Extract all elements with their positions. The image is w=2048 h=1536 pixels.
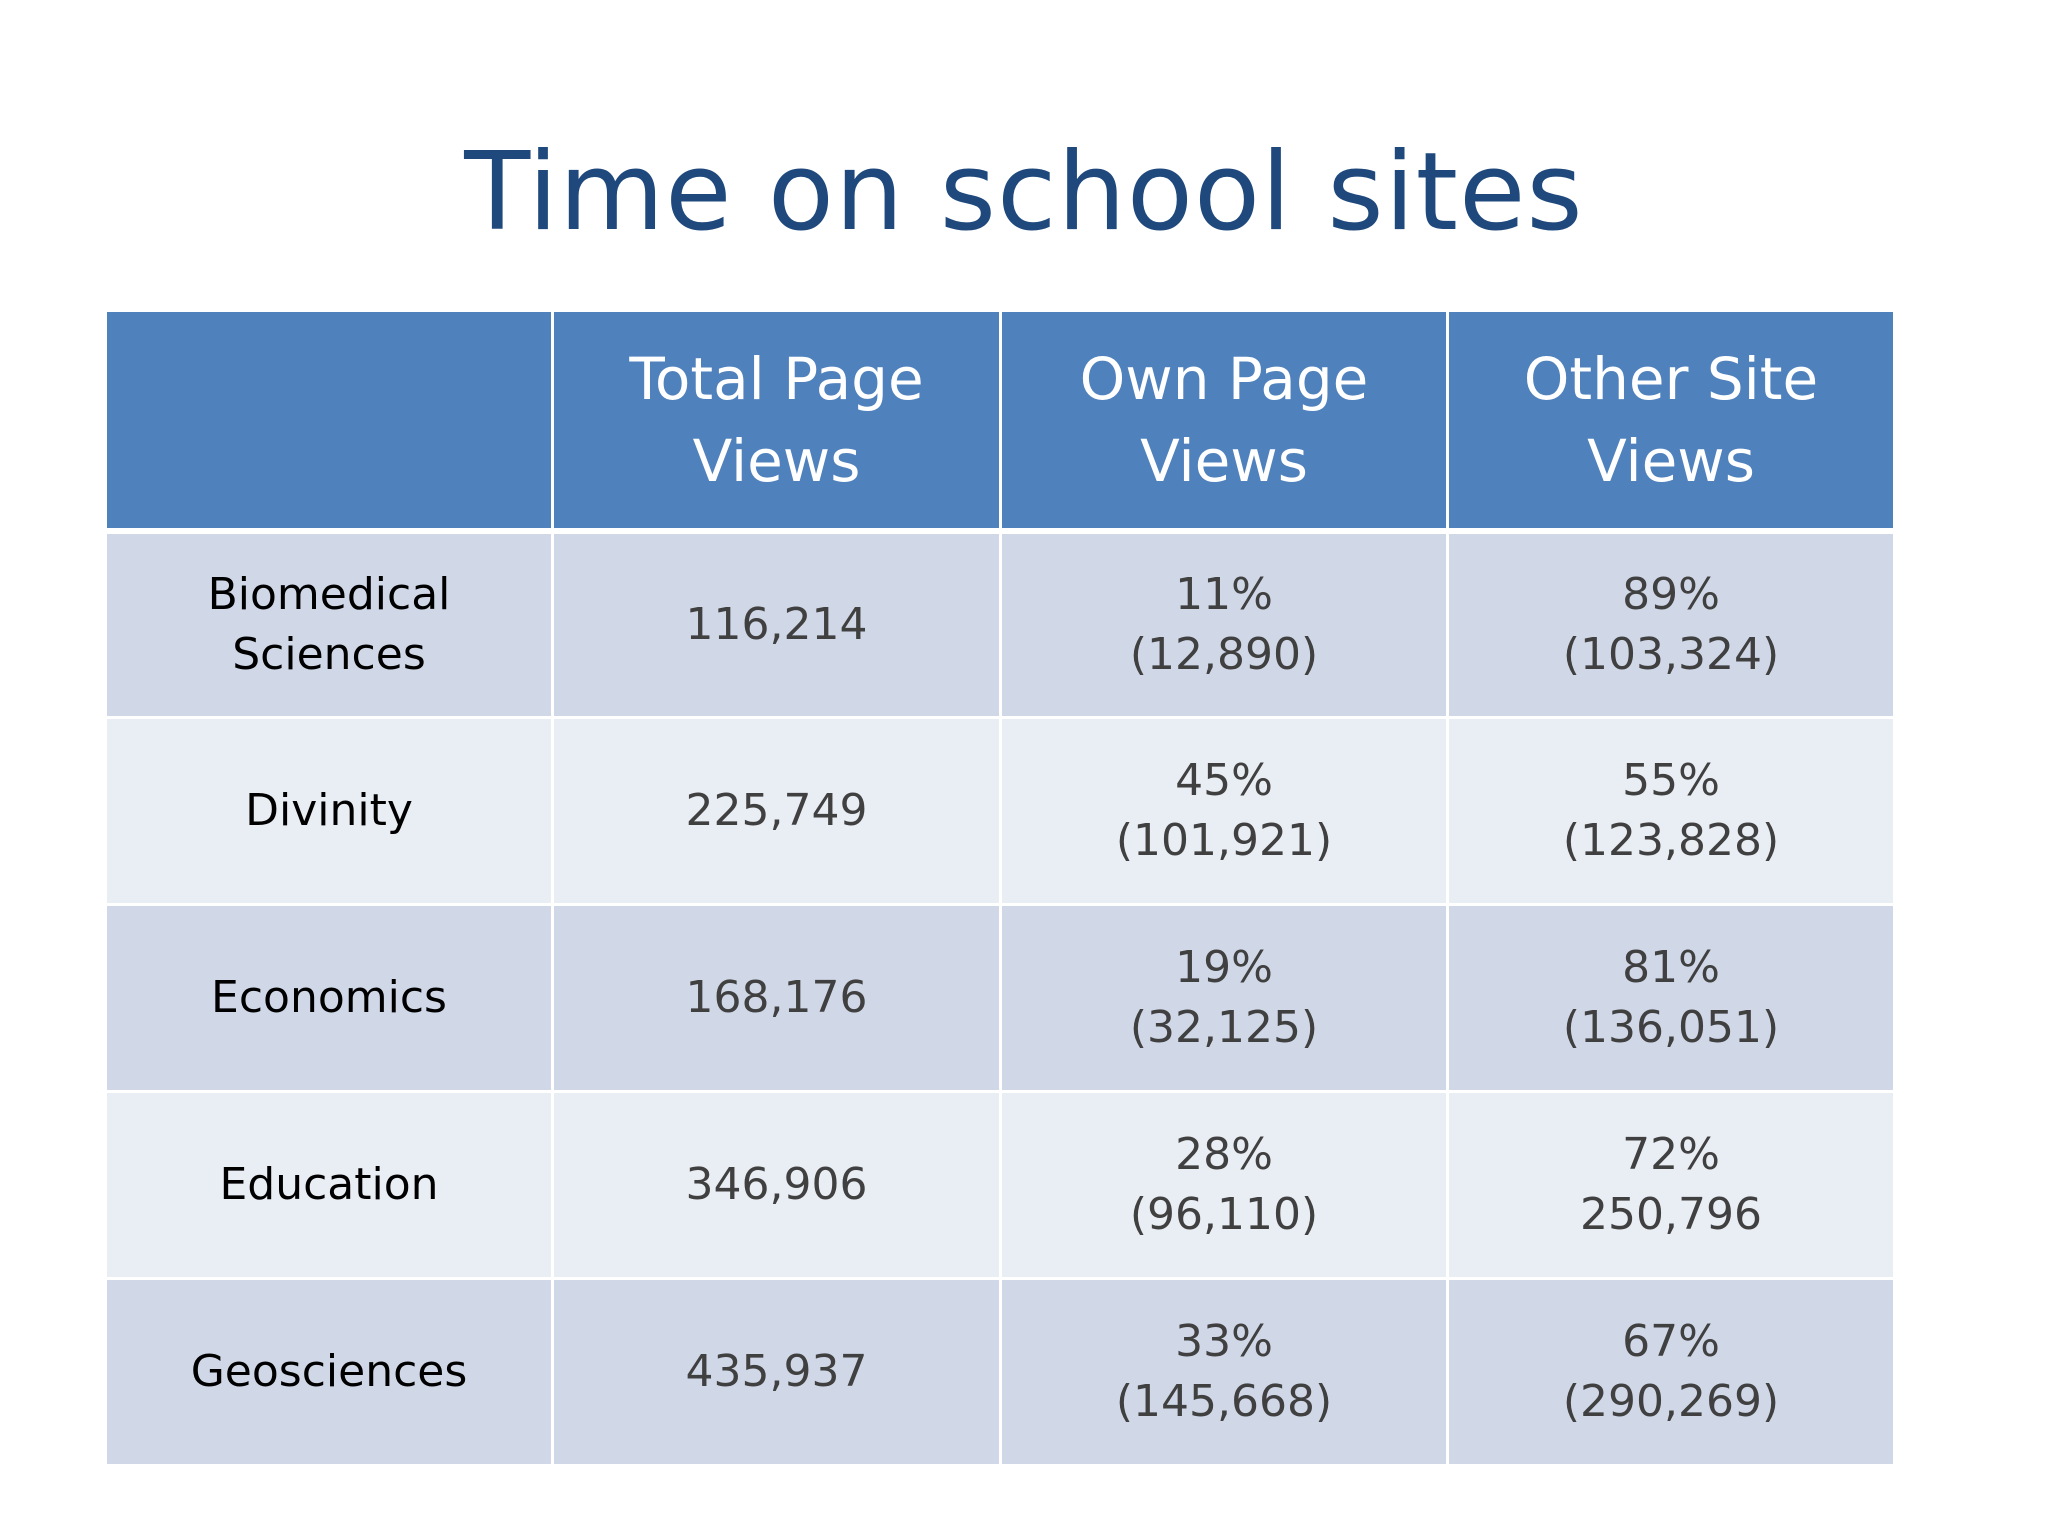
own-count: (96,110): [1129, 1189, 1319, 1240]
table-header-row: [106, 311, 1895, 531]
own-pct: 45%: [1175, 755, 1273, 806]
own-page-views: [1001, 1092, 1448, 1279]
table-row: [106, 905, 1895, 1092]
header-school: [106, 311, 553, 531]
own-count: (12,890): [1129, 628, 1319, 680]
other-site-views: [1448, 718, 1895, 905]
own-page-views: [1001, 1279, 1448, 1466]
other-count: (290,269): [1562, 1376, 1780, 1427]
own-pct: 11%: [1175, 568, 1273, 620]
own-pct: 19%: [1175, 942, 1273, 993]
own-pct: 28%: [1175, 1129, 1273, 1180]
table-row: [106, 531, 1895, 718]
own-page-views: [1001, 718, 1448, 905]
total-page-views: 435,937: [553, 1279, 1001, 1466]
school-name: Divinity: [106, 718, 553, 905]
total-page-views: 168,176: [553, 905, 1001, 1092]
other-count: 250,796: [1580, 1189, 1762, 1240]
school-name: Economics: [106, 905, 553, 1092]
other-site-views: [1448, 531, 1895, 718]
other-site-views: [1448, 1092, 1895, 1279]
slide-title: Time on school sites: [464, 130, 1584, 255]
table-row: [106, 718, 1895, 905]
total-page-views: 346,906: [553, 1092, 1001, 1279]
header-total-page-views: Total Page Views: [553, 311, 1001, 531]
school-views-table: [104, 309, 1896, 1467]
other-pct: 89%: [1622, 568, 1720, 620]
own-count: (145,668): [1115, 1376, 1333, 1427]
own-page-views: [1001, 905, 1448, 1092]
table-row: [106, 1279, 1895, 1466]
other-pct: 55%: [1622, 755, 1720, 806]
other-site-views: [1448, 1279, 1895, 1466]
other-count: (103,324): [1562, 628, 1780, 680]
own-pct: 33%: [1175, 1316, 1273, 1367]
other-pct: 67%: [1622, 1316, 1720, 1367]
other-count: (136,051): [1562, 1002, 1780, 1053]
school-name: Geosciences: [106, 1279, 553, 1466]
table-row: [106, 1092, 1895, 1279]
total-page-views: 225,749: [553, 718, 1001, 905]
school-name: Biomedical Sciences: [106, 531, 553, 718]
total-page-views: 116,214: [553, 531, 1001, 718]
own-count: (101,921): [1115, 815, 1333, 866]
own-page-views: [1001, 531, 1448, 718]
other-pct: 81%: [1622, 942, 1720, 993]
other-site-views: [1448, 905, 1895, 1092]
other-count: (123,828): [1562, 815, 1780, 866]
header-own-page-views: Own Page Views: [1001, 311, 1448, 531]
other-pct: 72%: [1622, 1129, 1720, 1180]
header-other-site-views: Other Site Views: [1448, 311, 1895, 531]
own-count: (32,125): [1129, 1002, 1319, 1053]
school-name: Education: [106, 1092, 553, 1279]
